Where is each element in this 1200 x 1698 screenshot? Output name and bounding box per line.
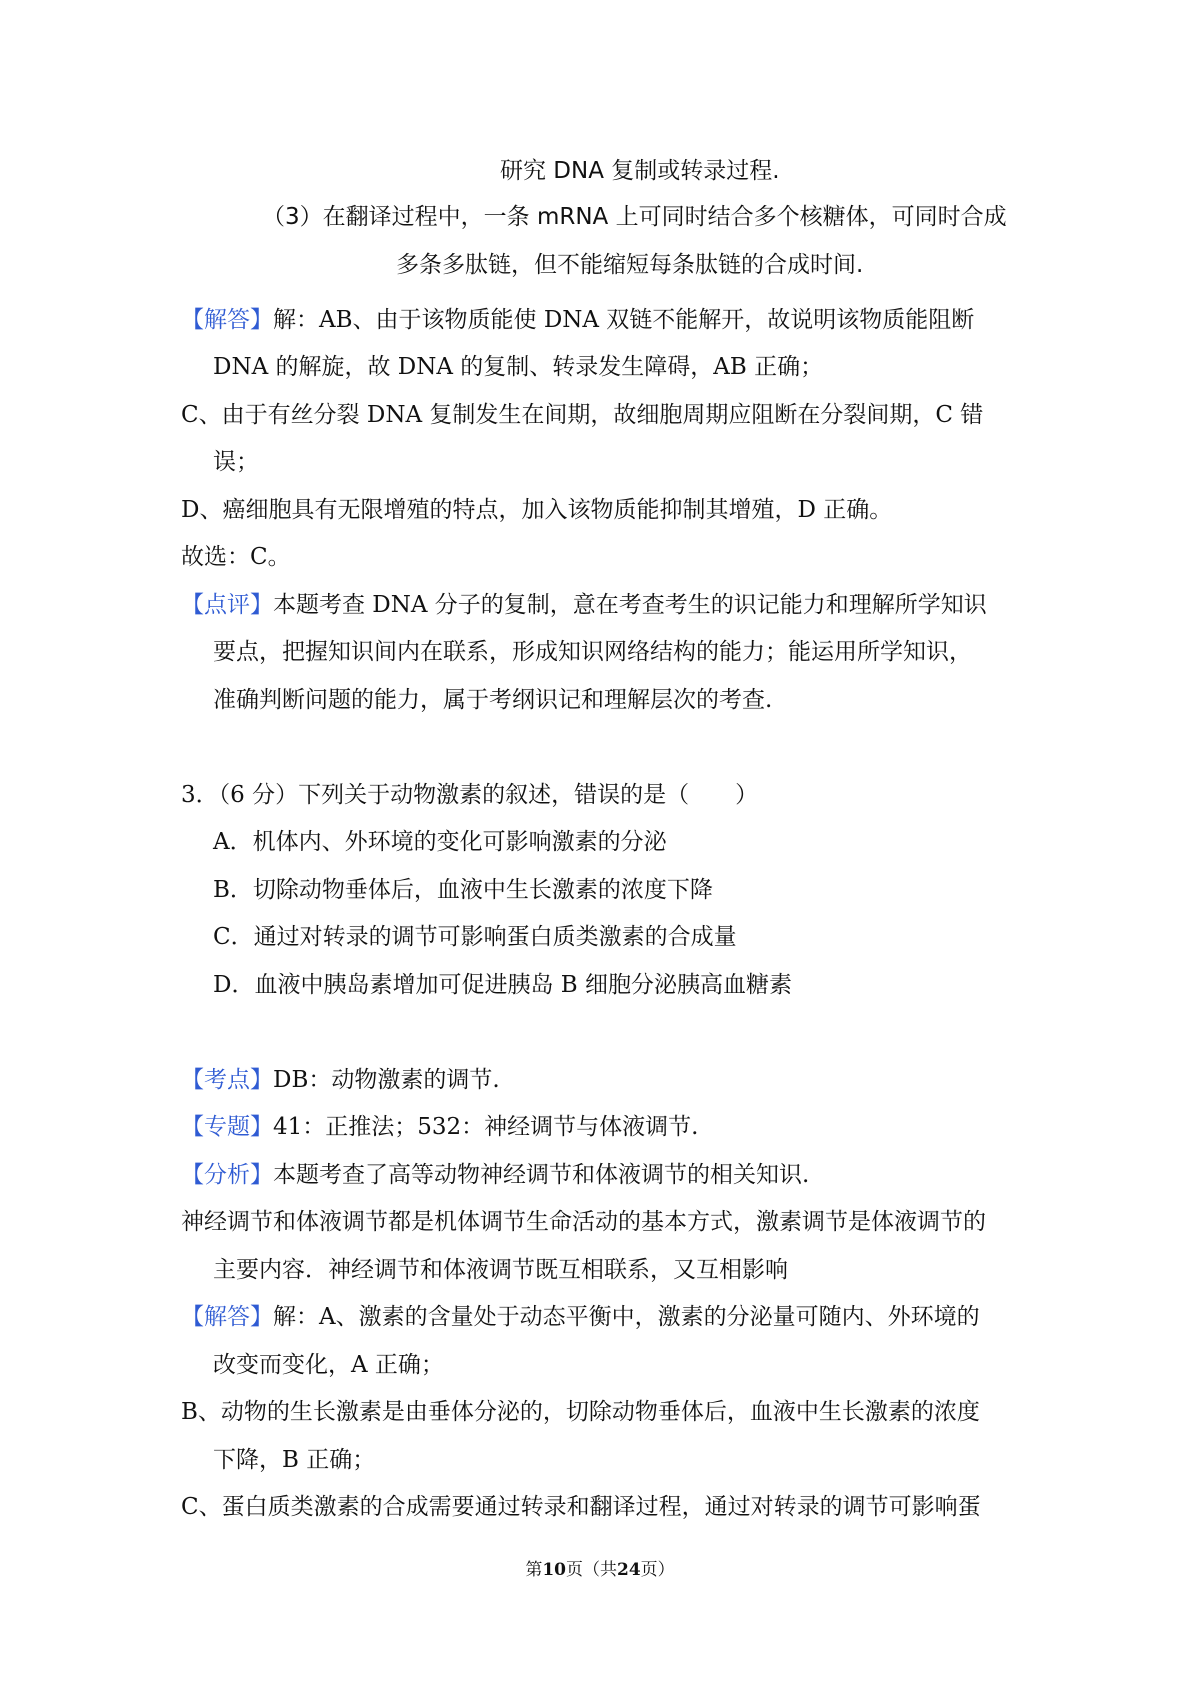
text-line: DNA 的解旋，故 DNA 的复制、转录发生障碍，AB 正确； bbox=[213, 354, 824, 380]
option-d: D．血液中胰岛素增加可促进胰岛 B 细胞分泌胰高血糖素 bbox=[213, 972, 792, 998]
text-line: 解：AB、由于该物质能使 DNA 双链不能解开，故说明该物质能阻断 bbox=[273, 307, 975, 333]
text-line: C、由于有丝分裂 DNA 复制发生在间期，故细胞周期应阻断在分裂间期，C 错 bbox=[181, 402, 984, 428]
text-line: 误； bbox=[213, 449, 259, 475]
text-line: 多条多肽链，但不能缩短每条肽链的合成时间. bbox=[396, 252, 864, 278]
answer-paragraph bbox=[181, 1302, 980, 1332]
question-stem: 3．（6 分）下列关于动物激素的叙述，错误的是（ ） bbox=[181, 782, 759, 808]
answer-tag: 【解答】 bbox=[181, 1304, 273, 1330]
footer-prefix: 第 bbox=[525, 1560, 543, 1580]
text-line: 神经调节和体液调节都是机体调节生命活动的基本方式，激素调节是体液调节的 bbox=[181, 1209, 986, 1235]
comment-paragraph bbox=[181, 590, 987, 620]
topic-tag: 【专题】 bbox=[181, 1114, 273, 1140]
text-line: 41：正推法；532：神经调节与体液调节. bbox=[273, 1114, 699, 1140]
text-line: 研究 DNA 复制或转录过程. bbox=[500, 158, 780, 184]
option-c: C．通过对转录的调节可影响蛋白质类激素的合成量 bbox=[213, 924, 737, 950]
text-line: 本题考查了高等动物神经调节和体液调节的相关知识. bbox=[273, 1162, 810, 1188]
total-pages: 24 bbox=[617, 1560, 641, 1580]
text-line: C、蛋白质类激素的合成需要通过转录和翻译过程，通过对转录的调节可影响蛋 bbox=[181, 1494, 981, 1520]
text-line: 故选：C。 bbox=[181, 544, 291, 570]
page-number: 10 bbox=[542, 1560, 566, 1580]
point-paragraph bbox=[181, 1065, 500, 1095]
page-footer bbox=[0, 1558, 1200, 1582]
text-line: 主要内容．神经调节和体液调节既互相联系，又互相影响 bbox=[213, 1257, 788, 1283]
text-line: 要点，把握知识间内在联系，形成知识网络结构的能力；能运用所学知识， bbox=[213, 639, 972, 665]
point-tag: 【考点】 bbox=[181, 1067, 273, 1093]
comment-tag: 【点评】 bbox=[181, 592, 273, 618]
text-line: （3）在翻译过程中，一条 mRNA 上可同时结合多个核糖体，可同时合成 bbox=[262, 204, 1007, 230]
analysis-paragraph bbox=[181, 1160, 809, 1190]
footer-middle: 页（共 bbox=[566, 1560, 617, 1580]
text-line: 下降，B 正确； bbox=[213, 1447, 376, 1473]
text-line: 准确判断问题的能力，属于考纲识记和理解层次的考查. bbox=[213, 687, 773, 713]
option-a: A．机体内、外环境的变化可影响激素的分泌 bbox=[213, 829, 667, 855]
text-line: 解：A、激素的含量处于动态平衡中，激素的分泌量可随内、外环境的 bbox=[273, 1304, 980, 1330]
text-line: 改变而变化，A 正确； bbox=[213, 1352, 444, 1378]
analysis-tag: 【分析】 bbox=[181, 1162, 273, 1188]
text-line: B、动物的生长激素是由垂体分泌的，切除动物垂体后，血液中生长激素的浓度 bbox=[181, 1399, 980, 1425]
text-line: DB：动物激素的调节. bbox=[273, 1067, 500, 1093]
text-line: 本题考查 DNA 分子的复制，意在考查考生的识记能力和理解所学知识 bbox=[273, 592, 987, 618]
text-line: D、癌细胞具有无限增殖的特点，加入该物质能抑制其增殖，D 正确。 bbox=[181, 497, 893, 523]
option-b: B．切除动物垂体后，血液中生长激素的浓度下降 bbox=[213, 877, 713, 903]
answer-tag: 【解答】 bbox=[181, 307, 273, 333]
topic-paragraph bbox=[181, 1112, 698, 1142]
footer-suffix: 页） bbox=[640, 1560, 675, 1580]
answer-paragraph bbox=[181, 305, 974, 335]
